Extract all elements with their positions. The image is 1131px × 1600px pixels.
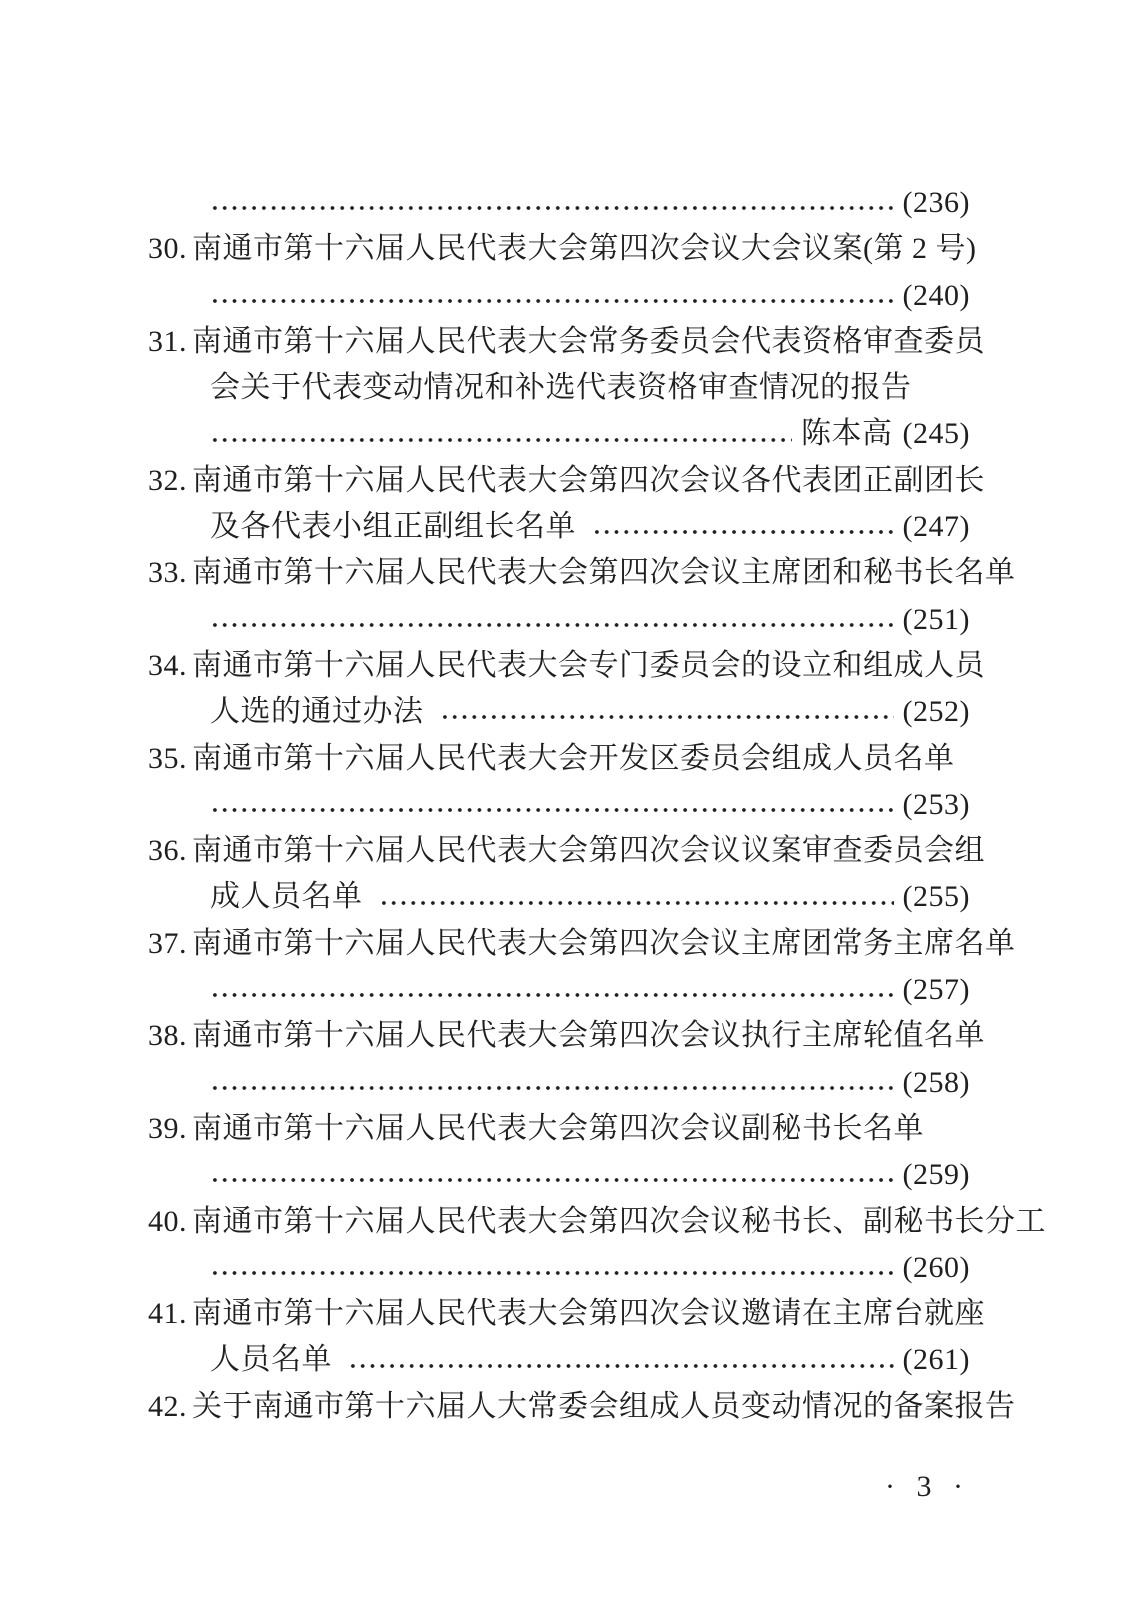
- toc-entry-number: 35.: [148, 741, 187, 775]
- toc-entry-title: 人选的通过办法: [210, 695, 424, 729]
- dot-leader: [210, 1269, 894, 1277]
- toc-entry-page-number: (261): [902, 1343, 970, 1377]
- dot-leader: [592, 528, 894, 536]
- toc-line: [148, 226, 977, 272]
- toc-line: [148, 921, 1016, 967]
- dot-leader: [379, 899, 894, 907]
- toc-entry-number: 30.: [148, 232, 187, 266]
- dot-leader: [210, 1176, 894, 1184]
- toc-entry-number: 32.: [148, 463, 187, 497]
- toc-line: [148, 736, 970, 782]
- toc-entry-title: 南通市第十六届人民代表大会第四次会议秘书长、副秘书长分工: [192, 1204, 1046, 1238]
- toc-entry-title: 会关于代表变动情况和补选代表资格审查情况的报告: [210, 371, 912, 405]
- page-number: · 3 ·: [885, 1470, 970, 1503]
- dot-leader: [348, 1362, 894, 1370]
- toc-line: [148, 1013, 985, 1059]
- toc-line: [148, 180, 970, 226]
- toc-entry-number: 42.: [148, 1389, 187, 1423]
- toc-entry-number: 33.: [148, 556, 187, 590]
- page-footer: [885, 1464, 970, 1510]
- toc-entry-title: 南通市第十六届人民代表大会第四次会议主席团和秘书长名单: [192, 556, 1016, 590]
- toc-entry-title: 南通市第十六届人民代表大会第四次会议执行主席轮值名单: [192, 1019, 985, 1053]
- toc-entry-page-number: (247): [902, 510, 970, 544]
- toc-entry-author: 陈本高: [801, 417, 893, 451]
- toc-line: [148, 1152, 970, 1198]
- toc-line: [148, 689, 970, 735]
- toc-entry-page-number: (260): [902, 1250, 970, 1284]
- dot-leader: [210, 806, 894, 814]
- dot-leader: [210, 297, 894, 305]
- toc-entry-number: 41.: [148, 1297, 187, 1331]
- toc-entry-number: 37.: [148, 926, 187, 960]
- toc-entry-title: 成人员名单: [210, 880, 363, 914]
- toc-entry-number: 36.: [148, 834, 187, 868]
- toc-entry-page-number: (258): [902, 1065, 970, 1099]
- toc-entry-number: 38.: [148, 1019, 187, 1053]
- toc-entry-title: 南通市第十六届人民代表大会第四次会议各代表团正副团长: [192, 463, 985, 497]
- dot-leader: [210, 204, 894, 212]
- toc-line: [148, 874, 970, 920]
- toc-entry-page-number: (252): [902, 695, 970, 729]
- toc-line: [148, 828, 985, 874]
- toc-entry-title: 南通市第十六届人民代表大会第四次会议大会议案(第 2 号): [192, 232, 977, 266]
- toc-line: [148, 319, 985, 365]
- toc-line: [148, 1060, 970, 1106]
- toc-line: [148, 1199, 1046, 1245]
- dot-leader: [210, 436, 792, 444]
- toc-line: [148, 1245, 970, 1291]
- toc-entry-number: 31.: [148, 324, 187, 358]
- toc-line: [148, 504, 970, 550]
- toc-line: [148, 1291, 985, 1337]
- toc-entry-number: 40.: [148, 1204, 187, 1238]
- toc-line: [148, 1384, 1016, 1430]
- toc-line: [148, 597, 970, 643]
- toc-entry-page-number: (255): [902, 880, 970, 914]
- toc-line: [148, 365, 970, 411]
- dot-leader: [210, 991, 894, 999]
- toc-entry-page-number: (245): [902, 417, 970, 451]
- toc-entry-title: 人员名单: [210, 1343, 332, 1377]
- toc-entry-title: 南通市第十六届人民代表大会第四次会议邀请在主席台就座: [192, 1297, 985, 1331]
- toc-entry-number: 34.: [148, 648, 187, 682]
- dot-leader: [440, 713, 894, 721]
- toc-entry-page-number: (253): [902, 787, 970, 821]
- toc-line: [148, 1106, 970, 1152]
- toc-line: [148, 458, 985, 504]
- toc-entry-page-number: (251): [902, 602, 970, 636]
- toc-line: [148, 967, 970, 1013]
- toc-line: [148, 273, 970, 319]
- toc-entry-page-number: (259): [902, 1158, 970, 1192]
- toc-entry-title: 南通市第十六届人民代表大会第四次会议副秘书长名单: [192, 1111, 924, 1145]
- toc-line: [148, 411, 970, 457]
- toc-line: [148, 1337, 970, 1383]
- toc-list: [148, 180, 1046, 1430]
- toc-entry-page-number: (236): [902, 186, 970, 219]
- toc-entry-number: 39.: [148, 1111, 187, 1145]
- toc-line: [148, 550, 1016, 596]
- toc-entry-title: 南通市第十六届人民代表大会第四次会议议案审查委员会组: [192, 834, 985, 868]
- dot-leader: [210, 1084, 894, 1092]
- toc-entry-page-number: (257): [902, 973, 970, 1007]
- toc-entry-title: 南通市第十六届人民代表大会开发区委员会组成人员名单: [192, 741, 955, 775]
- dot-leader: [210, 621, 894, 629]
- toc-entry-title: 关于南通市第十六届人大常委会组成人员变动情况的备案报告: [192, 1389, 1016, 1423]
- toc-entry-title: 及各代表小组正副组长名单: [210, 510, 576, 544]
- toc-entry-page-number: (240): [902, 278, 970, 312]
- toc-line: [148, 643, 985, 689]
- toc-entry-title: 南通市第十六届人民代表大会专门委员会的设立和组成人员: [192, 648, 985, 682]
- toc-entry-title: 南通市第十六届人民代表大会常务委员会代表资格审查委员: [192, 324, 985, 358]
- toc-line: [148, 782, 970, 828]
- toc-entry-title: 南通市第十六届人民代表大会第四次会议主席团常务主席名单: [192, 926, 1016, 960]
